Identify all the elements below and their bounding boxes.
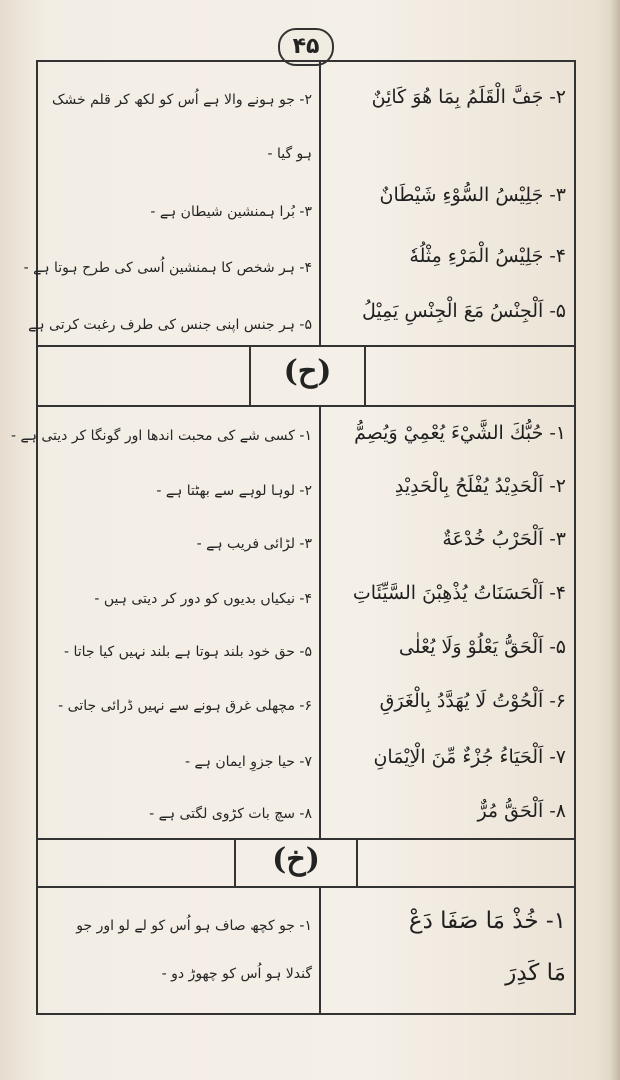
proverb-table — [11, 60, 576, 1015]
urdu-translation: ہو گیا - — [267, 146, 312, 162]
urdu-translation: ۱- کسی شے کی محبت اندھا اور گونگا کر دیتی ہے - — [11, 428, 312, 444]
urdu-translation: ۴- ہر شخص کا ہمنشین اُسی کی طرح ہوتا ہے - — [23, 260, 312, 276]
arabic-proverb: ۷- اَلْحَيَاءُ جُزْءٌ مِّنَ الْاِيْمَانِ — [373, 746, 566, 768]
urdu-translation: ۴- نیکیاں بدیوں کو دور کر دیتی ہیں - — [94, 591, 312, 607]
letter-box-edge — [356, 838, 358, 886]
urdu-translation: ۵- ہر جنس اپنی جنس کی طرف رغبت کرتی ہے — [28, 317, 312, 333]
arabic-proverb: ۲- اَلْحَدِيْدُ يُفْلَحُ بِالْحَدِيْدِ — [394, 475, 566, 497]
arabic-proverb: ۸- اَلْحَقُّ مُرٌّ — [477, 800, 566, 822]
urdu-translation: ۶- مچھلی غرق ہونے سے نہیں ڈرائی جاتی - — [58, 698, 312, 714]
arabic-proverb: ۳- جَلِيْسُ السُّوْءِ شَيْطَانٌ — [379, 184, 566, 206]
letter-heading: (ح) — [283, 354, 332, 389]
arabic-proverb: ۴- جَلِيْسُ الْمَرْءِ مِثْلُهٗ — [409, 245, 566, 267]
page-edge-shadow — [610, 0, 620, 1080]
section-rule — [38, 345, 574, 347]
letter-box-edge — [364, 345, 366, 405]
urdu-translation: ۲- جو ہونے والا ہے اُس کو لکھ کر قلم خشک — [52, 92, 312, 108]
column-divider — [319, 405, 321, 838]
arabic-proverb: ۱- حُبُّكَ الشَّيْءَ يُعْمِيْ وَيُصِمُّ — [354, 422, 566, 444]
urdu-translation: ۵- حق خود بلند ہوتا ہے بلند نہیں کیا جاتا - — [63, 644, 312, 660]
arabic-proverb: ۶- اَلْحُوْتُ لَا يُهَدَّدُ بِالْغَرَقِ — [379, 690, 566, 712]
letter-heading: (خ) — [272, 842, 320, 877]
section-rule — [38, 838, 574, 840]
arabic-proverb: ۵- اَلْجِنْسُ مَعَ الْجِنْسِ يَمِيْلُ — [361, 300, 566, 322]
urdu-translation: ۳- لڑائی فریب ہے - — [196, 536, 312, 552]
arabic-proverb: ۲- جَفَّ الْقَلَمُ بِمَا هُوَ كَائِنٌ — [371, 86, 566, 108]
urdu-translation: ۸- سچ بات کڑوی لگتی ہے - — [149, 806, 312, 822]
column-divider — [319, 62, 321, 345]
section-rule — [38, 405, 574, 407]
arabic-proverb: ۳- اَلْحَرْبُ خُدْعَةٌ — [442, 528, 566, 550]
arabic-proverb: ۴- اَلْحَسَنَاتُ يُذْهِبْنَ السَّيِّئَاتِ — [352, 582, 566, 604]
arabic-proverb: ۵- اَلْحَقُّ يَعْلُوْ وَلَا يُعْلٰى — [398, 636, 566, 658]
arabic-proverb: مَا كَدِرَ — [505, 960, 566, 986]
urdu-translation: ۷- حیا جزوِ ایمان ہے - — [184, 754, 312, 770]
urdu-translation: ۱- جو کچھ صاف ہو اُس کو لے لو اور جو — [76, 918, 312, 934]
urdu-translation: ۳- بُرا ہمنشین شیطان ہے - — [150, 204, 312, 220]
urdu-translation: گندلا ہو اُس کو چھوڑ دو - — [161, 966, 312, 982]
section-rule — [38, 886, 574, 888]
page-number: ۴۵ — [278, 28, 334, 66]
urdu-translation: ۲- لوہا لوہے سے بھٹتا ہے - — [156, 483, 312, 499]
arabic-proverb: ۱- خُذْ مَا صَفَا دَعْ — [408, 908, 566, 934]
column-divider — [319, 886, 321, 1015]
